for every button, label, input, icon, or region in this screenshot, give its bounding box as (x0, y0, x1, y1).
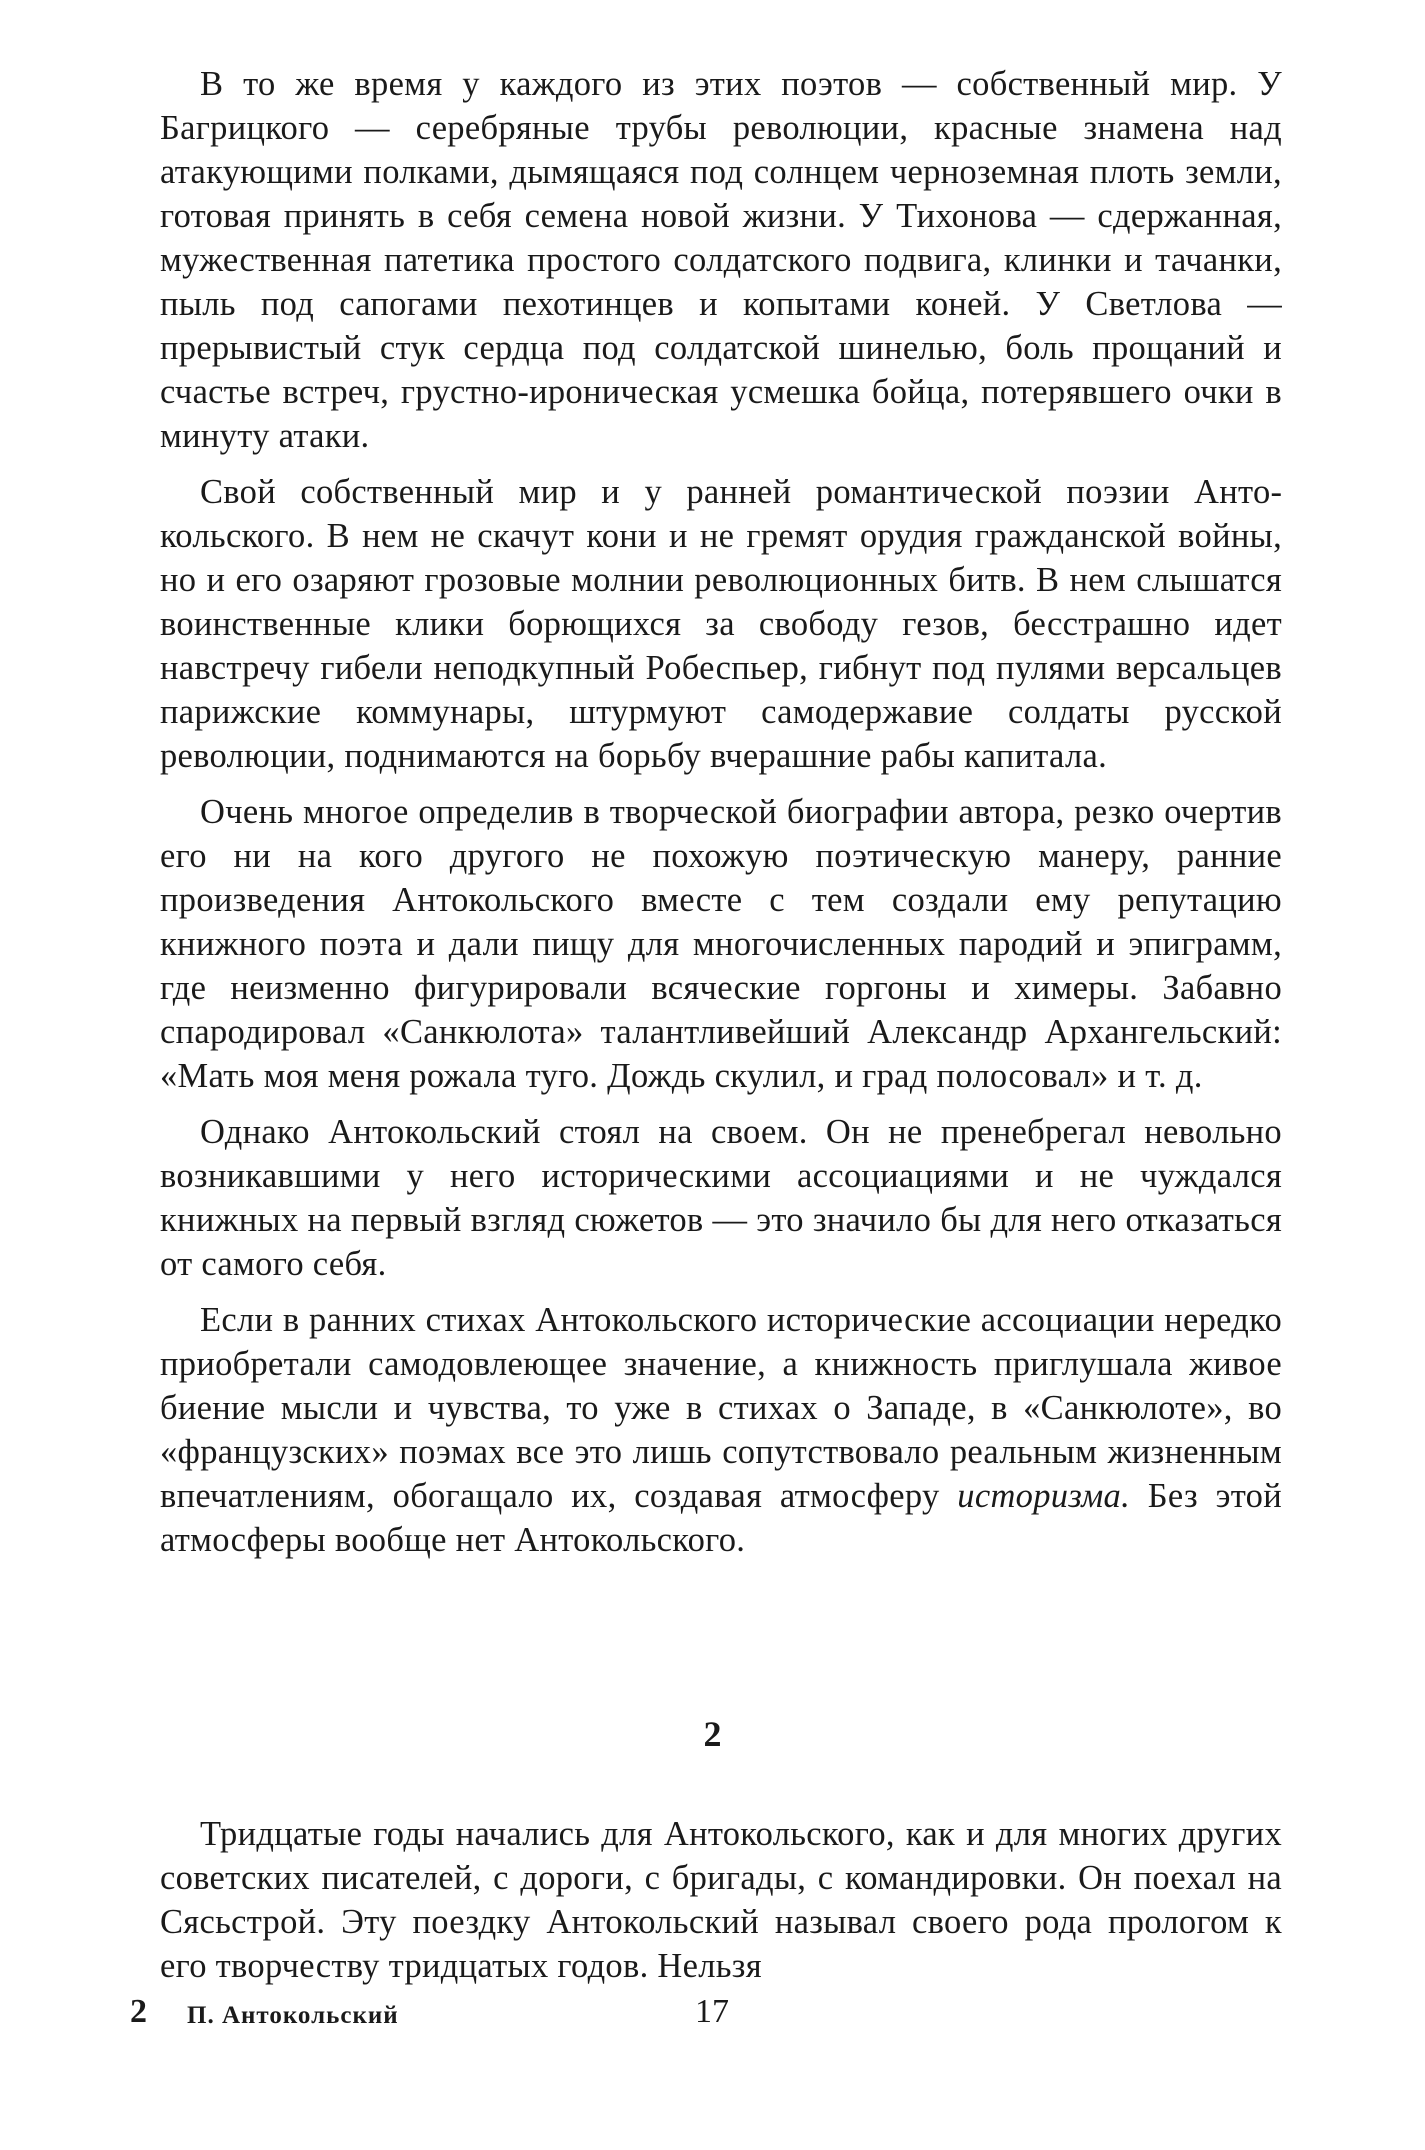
signature-number: 2 (130, 1993, 147, 2030)
section-number: 2 (703, 1714, 722, 1754)
paragraph-1: В то же время у каждого из этих поэтов — собственный мир. У Багрицкого — серебряные трубы революции, красные знамена над атакующими полками, дымящаяся под солнцем черноземная плоть земли, готовая принять в себя семена новой жизни. У Тихонова — сдержанная, мужественная патетика простого солдатского подвига, клинки и тачанки, пыль под сапогами пехотинцев и копытами коней. У Светлова — прерывистый стук сердца под солдатской шинелью, боль прощаний и счастье встреч, грустно-ироническая усмешка бойца, потерявшего очки в минуту атаки. (160, 65, 1282, 455)
paragraph-5-text-start: Если в ранних стихах Антокольского исторические ассоциации нередко приобретали самодовлеющее значение, а книжность приглушала живое биение мысли и чувства, то уже в стихах о Западе, в «Санкюлоте», во «французских» поэмах все это лишь сопутствовало реальным жизненным впечатлениям, обогащало их, создавая атмосферу (160, 1301, 1282, 1515)
paragraph-3: Очень многое определив в творческой биографии автора, резко очертив его ни на кого другого не похожую поэтическую манеру, ранние произведения Антокольского вместе с тем создали ему репутацию книжного поэта и дали пищу для многочисленных пародий и эпиграмм, где неизменно фигурировали всяческие горгоны и химеры. Забавно спародировал «Санкюлота» талантливейший Александр Архангельский: «Мать моя меня рожала туго. Дождь скулил, и град полосовал» и т. д. (160, 793, 1282, 1095)
paragraph-6: Тридцатые годы начались для Антокольского, как и для многих других советских писателей, с дороги, с бригады, с командировки. Он поехал на Сясьстрой. Эту поездку Антокольский называл своего рода прологом к его творчеству тридцатых годов. Нельзя (160, 1815, 1282, 1985)
signature-title: П. Антокольский (187, 2002, 399, 2029)
paragraph-4: Однако Антокольский стоял на своем. Он не пренебрегал невольно возникавшими у него историческими ассоциациями и не чуждался книжных на первый взгляд сюжетов — это значило бы для него отказаться от самого себя. (160, 1113, 1282, 1283)
paragraph-2: Свой собственный мир и у ранней романтической поэзии Антокольского. В нем не скачут кони и не гремят орудия гражданской войны, но и его озаряют грозовые молнии революционных битв. В нем слышатся воинственные клики борющихся за свободу гезов, бесстрашно идет навстречу гибели неподкупный Робеспьер, гибнут под пулями версальцев парижские коммунары, штурмуют самодержавие солдаты русской революции, поднимаются на борьбу вчерашние рабы капитала. (160, 473, 1282, 775)
main-text-top (160, 62, 1282, 1574)
paragraph-5-text-end: Без этой атмосферы вообще нет Антокольского. (160, 1477, 1282, 1559)
italic-term: историзма. (957, 1477, 1131, 1515)
page-number: 17 (695, 1993, 729, 2030)
paragraph-5 (160, 1298, 1282, 1562)
main-text-bottom (160, 1812, 1282, 2000)
page-footer (130, 1990, 1290, 2040)
